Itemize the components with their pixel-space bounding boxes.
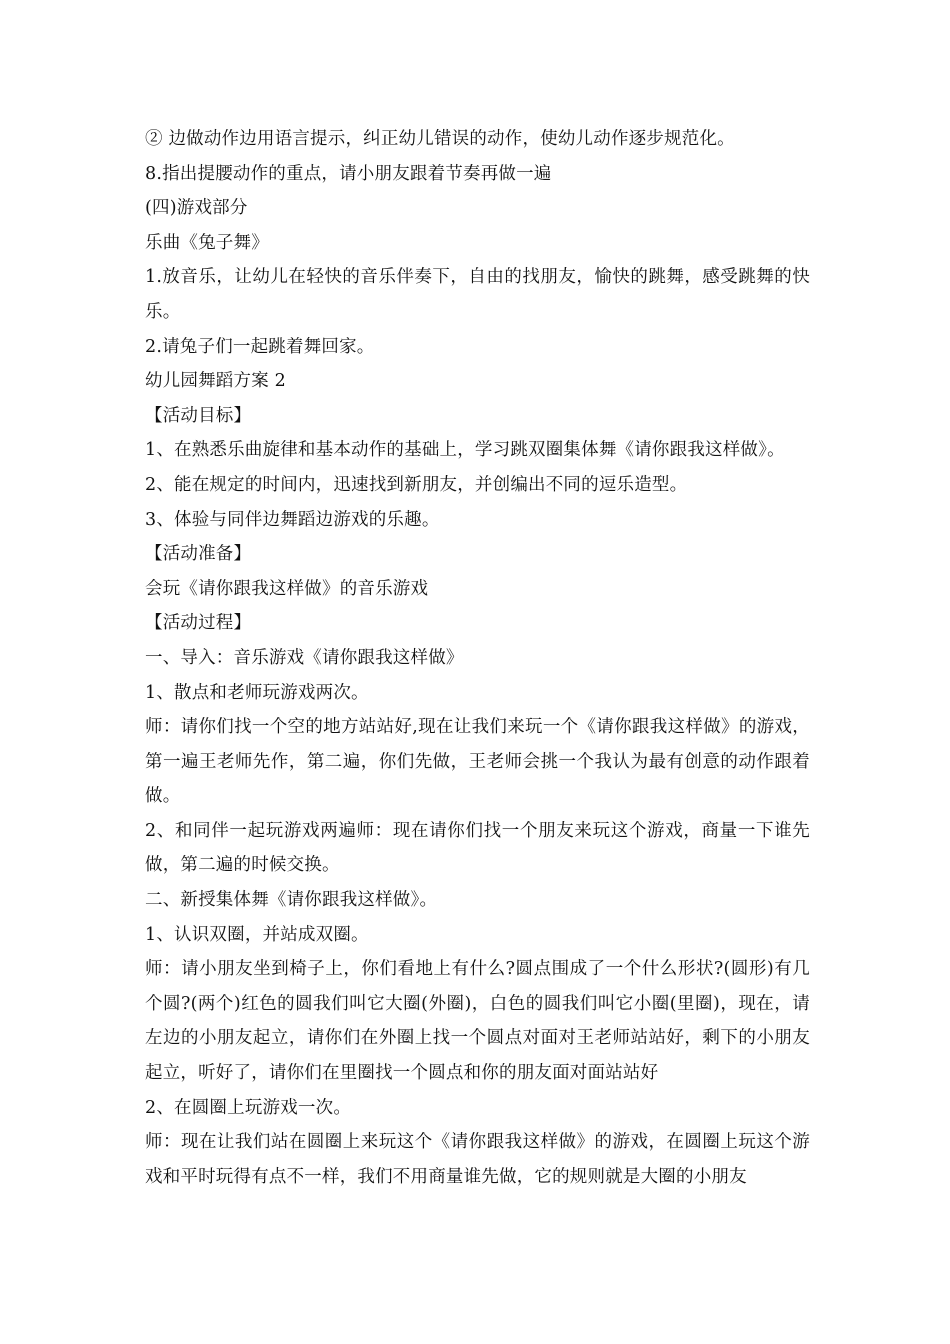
paragraph: 2.请兔子们一起跳着舞回家。 xyxy=(145,336,375,357)
paragraph: 3、体验与同伴边舞蹈边游戏的乐趣。 xyxy=(145,509,440,530)
paragraph: 1.放音乐，让幼儿在轻快的音乐伴奏下，自由的找朋友，愉快的跳舞，感受跳舞的快乐。 xyxy=(145,267,810,322)
paragraph: 会玩《请你跟我这样做》的音乐游戏 xyxy=(145,578,429,599)
paragraph: 2、在圆圈上玩游戏一次。 xyxy=(145,1097,352,1118)
paragraph: 师：请你们找一个空的地方站站好,现在让我们来玩一个《请你跟我这样做》的游戏，第一遍王老师先作，第二遍，你们先做，王老师会挑一个我认为最有创意的动作跟着做。 xyxy=(145,717,810,807)
document-title: 幼儿园舞蹈方案 2 xyxy=(145,371,286,392)
paragraph: 1、认识双圈，并站成双圈。 xyxy=(145,924,369,945)
document-body xyxy=(145,122,810,1194)
paragraph: 二、新授集体舞《请你跟我这样做》。 xyxy=(145,890,438,911)
paragraph: 8.指出提腰动作的重点，请小朋友跟着节奏再做一遍 xyxy=(145,163,552,184)
paragraph: 师：现在让我们站在圆圈上来玩这个《请你跟我这样做》的游戏，在圆圈上玩这个游戏和平时玩得有点不一样，我们不用商量谁先做，它的规则就是大圈的小朋友 xyxy=(145,1132,810,1187)
section-heading: 【活动准备】 xyxy=(145,544,252,565)
paragraph: 1、在熟悉乐曲旋律和基本动作的基础上，学习跳双圈集体舞《请你跟我这样做》。 xyxy=(145,440,785,461)
paragraph: 乐曲《兔子舞》 xyxy=(145,232,269,253)
paragraph: 一、导入：音乐游戏《请你跟我这样做》 xyxy=(145,647,464,668)
paragraph: 2、能在规定的时间内，迅速找到新朋友，并创编出不同的逗乐造型。 xyxy=(145,474,688,495)
paragraph: 1、散点和老师玩游戏两次。 xyxy=(145,682,369,703)
section-heading: 【活动过程】 xyxy=(145,613,252,634)
section-heading: (四)游戏部分 xyxy=(145,198,248,219)
section-heading: 【活动目标】 xyxy=(145,405,252,426)
paragraph: ② 边做动作边用语言提示，纠正幼儿错误的动作，使幼儿动作逐步规范化。 xyxy=(145,129,735,149)
paragraph: 师：请小朋友坐到椅子上，你们看地上有什么?圆点围成了一个什么形状?(圆形)有几个圆?(两个)红色的圆我们叫它大圈(外圈)，白色的圆我们叫它小圈(里圈)，现在，请左边的小朋友起立，请你们在外圈上找一个圆点对面对王老师站站好，剩下的小朋友起立，听好了，请你们在里圈找一个圆点和你的朋友面对面站站好 xyxy=(145,959,810,1084)
paragraph: 2、和同伴一起玩游戏两遍师：现在请你们找一个朋友来玩这个游戏，商量一下谁先做，第二遍的时候交换。 xyxy=(145,820,810,876)
